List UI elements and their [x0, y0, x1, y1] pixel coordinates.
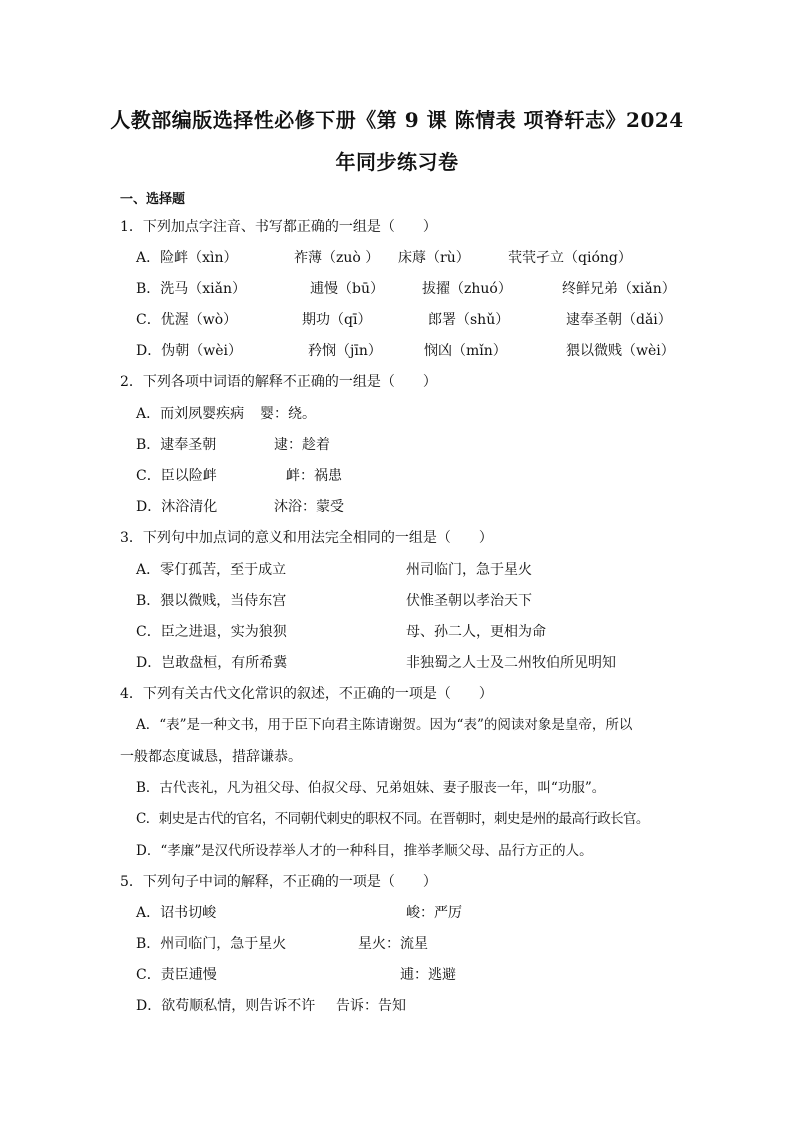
q1-b-item-1: B．洗马（xiǎn）	[136, 281, 247, 297]
q1-c-item-2: 期功（qī）	[302, 312, 372, 328]
q4-option-b: B．古代丧礼，凡为祖父母、伯叔父母、兄弟姐妹、妻子服丧一年，叫“功服”。	[136, 780, 606, 796]
q1-d-item-3: 悯凶（mǐn）	[424, 343, 507, 359]
q1-c-item-3: 郎署（shǔ）	[428, 312, 510, 328]
q2-stem: 2．下列各项中词语的解释不正确的一组是（ ）	[120, 374, 437, 390]
q1-c-item-4: 逮奉圣朝（dǎi）	[566, 312, 672, 328]
q5-c-gloss: 逋：逃避	[400, 967, 456, 983]
q5-stem: 5．下列句子中词的解释，不正确的一项是（ ）	[120, 874, 437, 890]
q1-a-item-2: 祚薄（zuò ）	[294, 250, 380, 266]
q2-b-gloss: 逮：趁着	[274, 437, 330, 453]
q1-b-item-3: 拔擢（zhuó）	[422, 281, 512, 297]
q2-c-gloss: 衅：祸患	[286, 468, 342, 484]
q1-c-item-1: C．优渥（wò）	[136, 312, 238, 328]
q1-a-item-4: 茕茕孑立（qióng）	[508, 250, 632, 266]
q1-b-item-2: 逋慢（bū）	[310, 281, 384, 297]
q3-b-sentence-2: 伏惟圣朝以孝治天下	[406, 593, 532, 609]
q3-stem: 3．下列句中加点词的意义和用法完全相同的一组是（ ）	[120, 530, 493, 546]
q2-a-phrase: A．而刘夙婴疾病	[136, 406, 245, 422]
q1-stem: 1．下列加点字注音、书写都正确的一组是（ ）	[120, 219, 437, 235]
document-title-line-1: 人教部编版选择性必修下册《第 9 课 陈情表 项脊轩志》2024	[110, 108, 684, 132]
q2-a-gloss: 婴：绕。	[260, 406, 316, 422]
q4-option-a-line-2: 一般都态度诚恳，措辞谦恭。	[120, 749, 302, 765]
q1-a-item-3: 床蓐（rù）	[398, 250, 470, 266]
q3-c-sentence-2: 母、孙二人，更相为命	[406, 624, 546, 640]
q1-d-item-2: 矜悯（jīn）	[308, 343, 382, 359]
q5-b-gloss: 星火：流星	[358, 936, 428, 952]
q3-b-sentence-1: B．猥以微贱，当侍东宫	[136, 593, 287, 609]
q5-c-phrase: C．责臣逋慢	[136, 967, 217, 983]
q1-b-item-4: 终鲜兄弟（xiǎn）	[562, 281, 676, 297]
q3-d-sentence-1: D．岂敢盘桓，有所希冀	[136, 655, 288, 671]
q3-c-sentence-1: C．臣之进退，实为狼狈	[136, 624, 287, 640]
q5-a-gloss: 峻：严厉	[406, 905, 462, 921]
q4-option-d: D．“孝廉”是汉代所设荐举人才的一种科目，推举孝顺父母、品行方正的人。	[136, 843, 593, 859]
q4-option-c: C．刺史是古代的官名，不同朝代刺史的职权不同。在晋朝时，刺史是州的最高行政长官。	[136, 811, 649, 827]
q1-d-item-1: D．伪朝（wèi）	[136, 343, 242, 359]
q3-a-sentence-1: A．零仃孤苦，至于成立	[136, 562, 287, 578]
q3-a-sentence-2: 州司临门，急于星火	[406, 562, 532, 578]
q2-d-gloss: 沐浴：蒙受	[274, 499, 344, 515]
q3-d-sentence-2: 非独蜀之人士及二州牧伯所见明知	[406, 655, 616, 671]
q5-b-phrase: B．州司临门，急于星火	[136, 936, 287, 952]
q4-stem: 4．下列有关古代文化常识的叙述，不正确的一项是（ ）	[120, 686, 493, 702]
document-title-line-2: 年同步练习卷	[335, 150, 459, 174]
q1-d-item-4: 猥以微贱（wèi）	[566, 343, 675, 359]
section-heading: 一、选择题	[120, 192, 186, 207]
q1-a-item-1: A．险衅（xìn）	[136, 250, 238, 266]
q5-d-phrase: D．欲苟顺私情，则告诉不许	[136, 998, 316, 1014]
q2-d-phrase: D．沐浴清化	[136, 499, 218, 515]
q5-a-phrase: A．诏书切峻	[136, 905, 217, 921]
q2-b-phrase: B．逮奉圣朝	[136, 437, 217, 453]
q4-option-a-line-1: A．“表”是一种文书，用于臣下向君主陈请谢贺。因为“表”的阅读对象是皇帝，所以	[136, 717, 633, 733]
q5-d-gloss: 告诉：告知	[336, 998, 406, 1014]
q2-c-phrase: C．臣以险衅	[136, 468, 217, 484]
